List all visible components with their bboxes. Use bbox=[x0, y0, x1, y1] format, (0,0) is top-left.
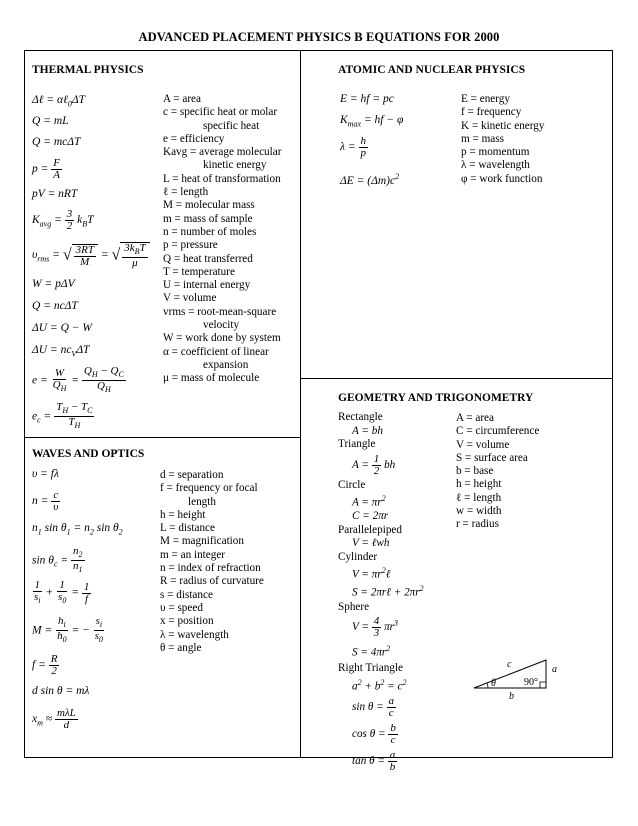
eq-work: W = pΔV bbox=[32, 278, 75, 290]
left-section-divider bbox=[25, 437, 300, 438]
eq-sine: sin θ = $\frac{a}{c}$ bbox=[352, 695, 394, 720]
column-divider bbox=[300, 51, 301, 757]
eq-heat-moles: Q = ncΔT bbox=[32, 300, 78, 312]
thermal-definitions: A = area c = specific heat or molar specific heat e = efficiency Kavg = average molecular kinetic energy L = heat of transformation ℓ = length M = molecular mass m = mass of sample n = number of moles p = pressure Q = heat transferred T = temperature U = internal energy V = volume vrms = root-mean-square velocity W = work done by system α = coefficient of linear expansion μ = mass of molecule bbox=[163, 93, 282, 385]
atomic-definitions: E = energy f = frequency K = kinetic energy m = mass p = momentum λ = wavelength φ = work function bbox=[461, 93, 545, 185]
theta-label: θ bbox=[491, 678, 496, 689]
eq-rectangle-area: A = bh bbox=[352, 424, 383, 437]
right-triangle-diagram bbox=[466, 650, 576, 700]
eq-wave-speed: υ = fλ bbox=[32, 468, 59, 480]
eq-cylinder-volume: $V = \pi r^2\ell$ bbox=[352, 566, 391, 581]
eq-circumference: C = 2πr bbox=[352, 510, 389, 523]
eq-internal-energy: $\Delta U = nc_V\Delta T$ bbox=[32, 344, 90, 359]
eq-specific-heat: Q = mcΔT bbox=[32, 136, 81, 148]
triangle-label: Triangle bbox=[338, 438, 376, 450]
eq-photon-energy: E = hf = pc bbox=[340, 93, 394, 105]
eq-cosine: cos θ = $\frac{b}{c}$ bbox=[352, 722, 396, 747]
atomic-heading: ATOMIC AND NUCLEAR PHYSICS bbox=[338, 64, 526, 76]
eq-lens: $\frac{1}{s_i}$ + $\frac{1}{s_0}$ = $\frac{1}{f}$ bbox=[34, 579, 90, 606]
sphere-label: Sphere bbox=[338, 600, 370, 613]
thermal-heading: THERMAL PHYSICS bbox=[32, 64, 144, 76]
right-section-divider bbox=[300, 378, 612, 379]
right-angle-label: 90° bbox=[524, 677, 538, 688]
angle-arc bbox=[487, 683, 488, 688]
cylinder-label: Cylinder bbox=[338, 550, 378, 563]
eq-carnot-efficiency: $e_c$ = $\frac{T_H - T_C}{T_H}$ bbox=[32, 401, 93, 431]
eq-latent-heat: Q = mL bbox=[32, 115, 69, 127]
geometry-definitions: A = area C = circumference V = volume S = surface area b = base h = height ℓ = length w = width r = radius bbox=[456, 412, 540, 531]
waves-definitions: d = separation f = frequency or focal length h = height L = distance M = magnification m = an integer n = index of refraction R = radius of curvature s = distance υ = speed x = position λ = wavelength θ = angle bbox=[160, 469, 264, 654]
eq-ideal-gas: pV = nRT bbox=[32, 188, 78, 200]
eq-double-slit: d sin θ = mλ bbox=[32, 685, 90, 697]
eq-first-law: ΔU = Q − W bbox=[32, 322, 92, 334]
eq-critical-angle: $\sin \theta_c$ = $\frac{n_2}{n_1}$ bbox=[32, 545, 83, 575]
rectangle-label: Rectangle bbox=[338, 411, 383, 423]
eq-mirror-focal: f = $\frac{R}{2}$ bbox=[32, 653, 58, 677]
right-angle-mark bbox=[540, 682, 546, 688]
side-a-label: a bbox=[552, 664, 557, 675]
eq-pressure: p = $\frac{F}{A}$ bbox=[32, 157, 60, 181]
eq-magnification: M = $\frac{h_i}{h_0}$ = − $\frac{s_i}{s_0}$ bbox=[32, 615, 104, 645]
geometry-heading: GEOMETRY AND TRIGONOMETRY bbox=[338, 392, 534, 404]
eq-rms-speed: $\upsilon_{rms}$ = √ $\frac{3RT}{M}$ = √ $\frac{3k_BT}{\mu}$ bbox=[32, 242, 150, 269]
side-b-label: b bbox=[509, 691, 514, 700]
eq-mass-energy: $\Delta E = (\Delta m)c^2$ bbox=[340, 172, 400, 187]
circle-label: Circle bbox=[338, 478, 366, 491]
side-c-label: c bbox=[507, 659, 512, 670]
eq-cylinder-surface: S = 2πrℓ + $2\pi r^2$ bbox=[352, 584, 424, 600]
page-title: ADVANCED PLACEMENT PHYSICS B EQUATIONS FOR 2000 bbox=[138, 30, 500, 44]
eq-sphere-surface: $S = 4\pi r^2$ bbox=[352, 644, 391, 659]
eq-tangent: tan θ = $\frac{a}{b}$ bbox=[352, 749, 396, 774]
eq-efficiency: e = $\frac{W}{Q_H}$ = $\frac{Q_H - Q_C}{Q_H}$ bbox=[32, 365, 124, 395]
right-triangle-label: Right Triangle bbox=[338, 662, 403, 675]
eq-avg-kinetic-energy: $K_{avg}$ = $\frac{3}{2}$ $k_BT$ bbox=[32, 208, 94, 232]
eq-photoelectric: $K_{max}$ = hf − φ bbox=[340, 114, 404, 129]
eq-index-refraction: n = $\frac{c}{\upsilon}$ bbox=[32, 489, 59, 513]
geometry-formulas bbox=[338, 411, 424, 773]
parallelepiped-label: Parallelepiped bbox=[338, 523, 402, 536]
eq-fringe-position: $x_m$ ≈ $\frac{\text{mλL}}{d}$ bbox=[32, 707, 76, 731]
eq-de-broglie: λ = $\frac{h}{p}$ bbox=[340, 135, 366, 159]
waves-heading: WAVES AND OPTICS bbox=[32, 448, 145, 460]
eq-snell: $n_1$ $\sin \theta_1 = n_2$ $\sin \theta_2$ bbox=[32, 522, 123, 537]
eq-sphere-volume: V = $\frac{4}{3}$ $\pi r^3$ bbox=[352, 615, 399, 640]
eq-circle-area: $A = \pi r^2$ bbox=[352, 494, 386, 509]
eq-thermal-expansion: Δℓ = αℓ$_0$ΔT bbox=[32, 94, 86, 109]
eq-triangle-area: A = $\frac{1}{2}$ bh bbox=[352, 452, 396, 477]
eq-parallelepiped-volume: V = ℓwh bbox=[352, 537, 390, 550]
eq-pythagorean: $a^2 + b^2 = c^2$ bbox=[352, 677, 407, 693]
